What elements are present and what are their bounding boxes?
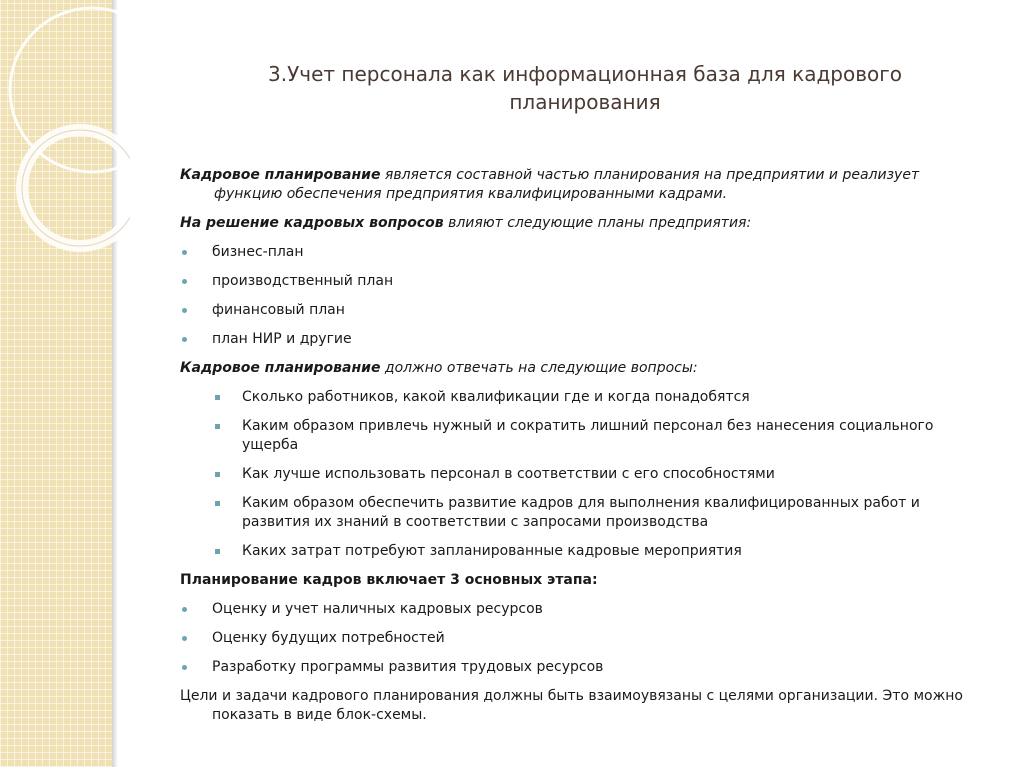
intro-text: является составной частью планирования на предприятии и реализует функцию обеспечения предприятия квалифицированными кадрами. xyxy=(214,167,920,202)
list-item: производственный план xyxy=(180,272,980,291)
closing-paragraph: Цели и задачи кадрового планирования должны быть взаимоувязаны с целями организации. Это можно показать в виде блок-схемы. xyxy=(180,688,963,723)
questions-list xyxy=(180,388,980,561)
plans-heading-emphasis: На решение кадровых вопросов xyxy=(180,215,444,231)
decorative-circles xyxy=(0,0,130,300)
plans-heading-text: влияют следующие планы предприятия: xyxy=(443,215,752,231)
list-item: Оценку будущих потребностей xyxy=(180,629,980,648)
intro-paragraph xyxy=(180,166,980,204)
list-item: Каких затрат потребуют запланированные кадровые мероприятия xyxy=(180,542,980,561)
slide-content xyxy=(180,166,980,725)
questions-heading xyxy=(180,359,980,378)
stages-list xyxy=(180,600,980,677)
list-item: финансовый план xyxy=(180,301,980,320)
list-item: Оценку и учет наличных кадровых ресурсов xyxy=(180,600,980,619)
intro-emphasis: Кадровое планирование xyxy=(180,167,381,183)
stages-heading xyxy=(180,571,980,590)
list-item: Разработку программы развития трудовых ресурсов xyxy=(180,658,980,677)
list-item: Как лучше использовать персонал в соответствии с его способностями xyxy=(180,465,980,484)
slide-title-line-2: планирования xyxy=(509,90,661,114)
slide-title xyxy=(200,60,970,116)
list-item: план НИР и другие xyxy=(180,330,980,349)
list-item: бизнес-план xyxy=(180,243,980,262)
plans-heading xyxy=(180,214,980,233)
questions-heading-emphasis: Кадровое планирование xyxy=(180,360,381,376)
questions-heading-text: должно отвечать на следующие вопросы: xyxy=(380,360,698,376)
slide-title-line-1: 3.Учет персонала как информационная база для кадрового xyxy=(267,62,902,86)
stages-heading-text: Планирование кадров включает 3 основных этапа: xyxy=(180,572,598,588)
list-item: Каким образом обеспечить развитие кадров для выполнения квалифицированных работ и развития их знаний в соответствии с запросами производства xyxy=(180,494,980,532)
list-item: Каким образом привлечь нужный и сократить лишний персонал без нанесения социального ущерба xyxy=(180,417,980,455)
list-item: Сколько работников, какой квалификации где и когда понадобятся xyxy=(180,388,980,407)
plans-list xyxy=(180,243,980,349)
